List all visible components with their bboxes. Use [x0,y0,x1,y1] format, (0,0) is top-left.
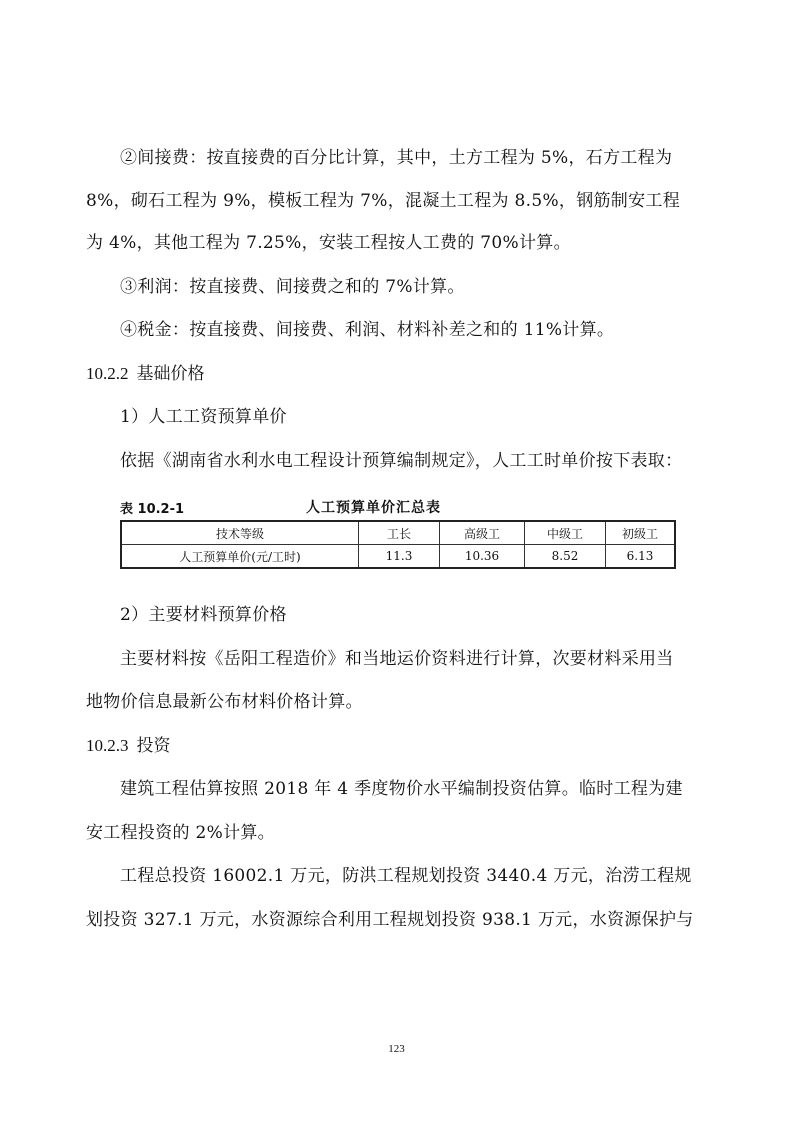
paragraph-material-line1: 主要材料按《岳阳工程造价》和当地运价资料进行计算，次要材料采用当 [120,649,674,669]
table-header-cell: 中级工 [525,521,606,545]
table-cell: 10.36 [440,545,525,569]
table-cell: 6.13 [606,545,676,569]
paragraph-estimate-line2: 安工程投资的 2%计算。 [86,823,275,843]
section-title: 基础价格 [136,364,205,384]
table-id: 表 10.2-1 [120,502,185,517]
table-header-cell: 初级工 [606,521,676,545]
table-cell: 8.52 [525,545,606,569]
paragraph-material-heading: 2）主要材料预算价格 [120,605,287,625]
paragraph-indirect-cost-line1: ②间接费：按直接费的百分比计算，其中，土方工程为 5%，石方工程为 [120,148,673,168]
section-number: 10.2.3 [86,736,129,755]
table-header-cell: 高级工 [440,521,525,545]
paragraph-total-investment-line2: 划投资 327.1 万元，水资源综合利用工程规划投资 938.1 万元，水资源保护与 [86,910,694,930]
table-row [121,545,675,569]
paragraph-profit: ③利润：按直接费、间接费之和的 7%计算。 [120,277,465,297]
labor-price-table [120,520,676,569]
paragraph-indirect-cost-line2: 8%，砌石工程为 9%，模板工程为 7%，混凝土工程为 8.5%，钢筋制安工程 [86,191,681,211]
paragraph-material-line2: 地物价信息最新公布材料价格计算。 [86,692,363,712]
table-cell: 人工预算单价(元/工时) [121,545,359,569]
table-header-cell: 工长 [359,521,440,545]
table-caption [120,496,676,516]
table-header-row [121,521,675,545]
section-heading-base-price [86,363,205,385]
section-title: 投资 [136,736,171,756]
paragraph-labor-basis: 依据《湖南省水利水电工程设计预算编制规定》，人工工时单价按下表取： [120,451,683,471]
section-heading-investment [86,735,171,757]
table-title: 人工预算单价汇总表 [306,500,441,516]
section-number: 10.2.2 [86,364,129,383]
paragraph-estimate-line1: 建筑工程估算按照 2018 年 4 季度物价水平编制投资估算。临时工程为建 [120,779,683,799]
paragraph-indirect-cost-line3: 为 4%，其他工程为 7.25%，安装工程按人工费的 70%计算。 [86,233,571,253]
page-number: 123 [388,1043,405,1055]
paragraph-labor-heading: 1）人工工资预算单价 [120,407,287,427]
paragraph-total-investment-line1: 工程总投资 16002.1 万元，防洪工程规划投资 3440.4 万元，治涝工程规 [120,866,692,886]
paragraph-tax: ④税金：按直接费、间接费、利润、材料补差之和的 11%计算。 [120,320,615,340]
table-cell: 11.3 [359,545,440,569]
table-header-cell: 技术等级 [121,521,359,545]
